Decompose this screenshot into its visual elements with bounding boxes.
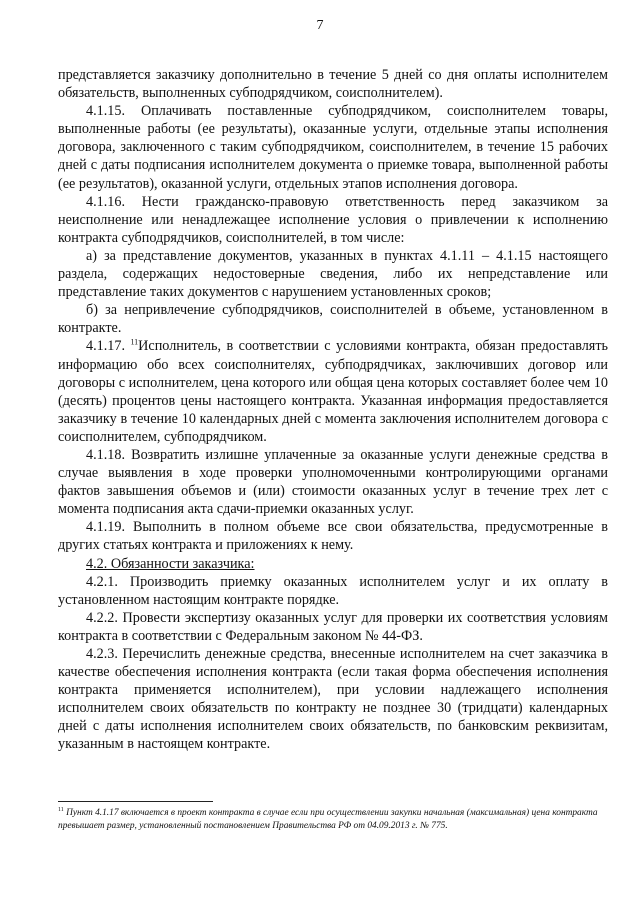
footnote-reference: 11 [130, 337, 139, 347]
footnote-text: Пункт 4.1.17 включается в проект контракта в случае если при осуществлении закупки начальная (максимальная) цена контракта превышает размер, установленный постановлением Правительства РФ от 04.09.2013 г. № 775. [58, 808, 598, 831]
paragraph-4-2-2: 4.2.2. Провести экспертизу оказанных услуг для проверки их соответствия условиям контракта в соответствии с Федеральным законом № 44-ФЗ. [58, 609, 608, 644]
paragraph-4-1-16-b: б) за непривлечение субподрядчиков, соисполнителей в объеме, установленном в контракте. [58, 302, 608, 337]
footnote-divider [58, 801, 213, 802]
paragraph-continuation: представляется заказчику дополнительно в течение 5 дней со дня оплаты исполнителем обязательств, выполненных субподрядчиком, соисполнителем). [58, 67, 608, 102]
footnote [58, 807, 618, 832]
paragraph-4-1-16: 4.1.16. Нести гражданско-правовую ответственность перед заказчиком за неисполнение или ненадлежащее исполнение условия о привлечении к исполнению контракта субподрядчиков, соисполнителей, в том числе: [58, 193, 608, 246]
paragraph-4-1-17-text: Исполнитель, в соответствии с условиями контракта, обязан предоставлять информацию обо всех соисполнителях, субподрядчиках, заключивших договор или договоры с исполнителем, цена которого или общая цена которых составляет более чем 10 (десять) процентов цены настоящего контракта. Указанная информация предоставляется заказчику в течение 10 календарных дней с момента заключения исполнителем договора с соисполнителем, субподрядчиком. [58, 338, 609, 445]
paragraph-4-1-18: 4.1.18. Возвратить излишне уплаченные за оказанные услуги денежные средства в случае выявления в ходе проверки уполномоченными контролирующими органами фактов завышения объемов и (или) стоимости оказанных услуг в течение трех лет с момента подписания акта сдачи-приемки оказанных услуг. [58, 446, 608, 518]
paragraph-4-2-3: 4.2.3. Перечислить денежные средства, внесенные исполнителем на счет заказчика в качестве обеспечения исполнения контракта (если такая форма обеспечения исполнения контракта применяется исполнителем), при условии надлежащего исполнения исполнителем своих обязательств по контракту не позднее 30 (тридцати) календарных дней с даты исполнения исполнителем своих обязательств, по банковским реквизитам, указанным в настоящем контракте. [58, 646, 608, 753]
paragraph-4-1-17-number: 4.1.17. [86, 338, 131, 355]
paragraph-4-1-16-a: а) за представление документов, указанных в пунктах 4.1.11 – 4.1.15 настоящего раздела, содержащих недостоверные сведения, либо их непредставление или представление таких документов с нарушением установленных сроков; [58, 247, 608, 301]
paragraph-4-2-1: 4.2.1. Производить приемку оказанных исполнителем услуг и их оплату в установленном настоящим контракте порядке. [58, 573, 608, 608]
paragraph-4-1-19: 4.1.19. Выполнить в полном объеме все свои обязательства, предусмотренные в других статьях контракта и приложениях к нему. [58, 519, 608, 554]
paragraph-4-1-15: 4.1.15. Оплачивать поставленные субподрядчиком, соисполнителем товары, выполненные работы (ее результаты), оказанные услуги, отдельные этапы исполнения договора, заключенного с таким субподрядчиком, соисполнителем, в течение 15 рабочих дней с даты подписания исполнителем документа о приемке товара, выполненной работы (ее результатов), оказанной услуги, отдельных этапов исполнения договора. [58, 103, 608, 192]
page-number: 7 [316, 18, 324, 33]
section-heading-text: 4.2. Обязанности заказчика: [86, 555, 255, 572]
footnote-marker: 11 [58, 806, 64, 813]
paragraph-4-1-17 [58, 337, 608, 446]
section-heading-4-2 [58, 555, 608, 573]
document-body [58, 66, 608, 754]
